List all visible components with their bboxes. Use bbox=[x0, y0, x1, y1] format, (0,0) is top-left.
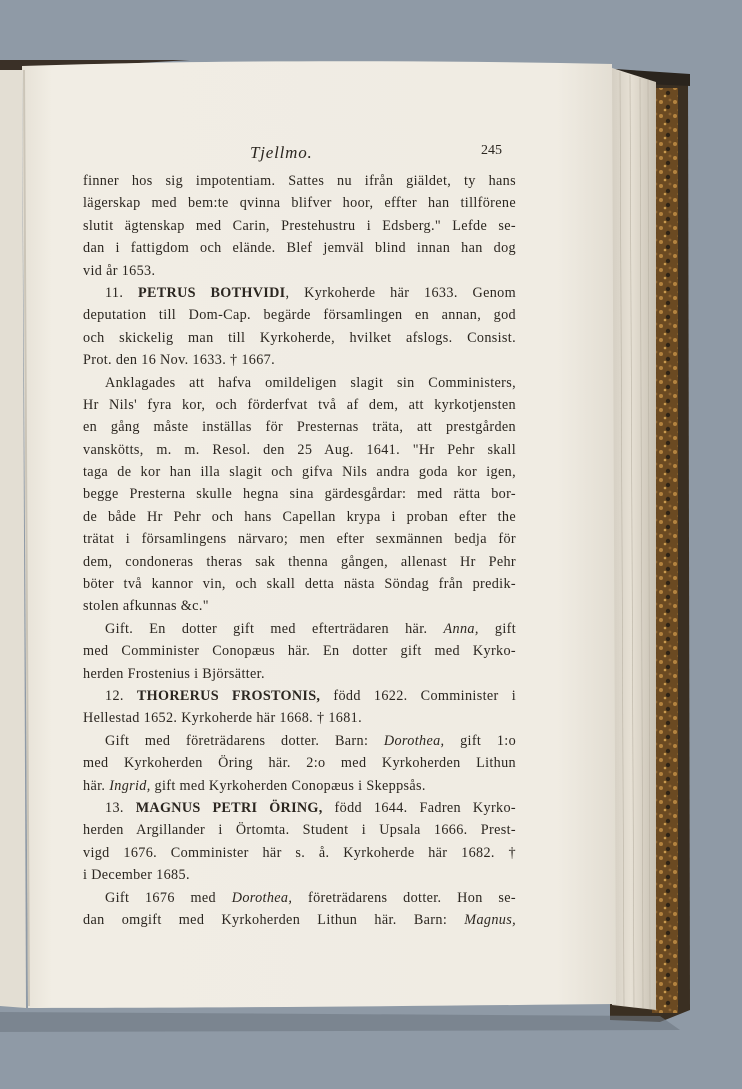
text-line: deputation till Dom-Cap. begärde församlingen en annan, god bbox=[83, 307, 516, 324]
text-line: 13. MAGNUS PETRI ÖRING, född 1644. Fadren Kyrko- bbox=[105, 799, 516, 816]
text-line: trätat i församlingens närvaro; men efter sexmännen bedja för bbox=[83, 531, 516, 548]
text-line: Hr Nils' fyra kor, och förderfvat två af dem, att kyrkotjensten bbox=[83, 396, 516, 413]
text-line: vigd 1676. Comminister här s. å. Kyrkoherde här 1682. † bbox=[83, 844, 516, 861]
emphasized-name: Dorothea, bbox=[231, 889, 293, 906]
text-line: en gång måste inställas för Presternas träta, att prestgården bbox=[83, 419, 516, 436]
text-line: Gift med företrädarens dotter. Barn: Dorothea, gift 1:o bbox=[105, 732, 517, 749]
text-line: dem, condoneras theras sak thenna gången, allenast Hr Pehr bbox=[83, 553, 516, 570]
text-line: dan i fattigdom och elände. Blef jemväl blind innan han dog bbox=[83, 240, 516, 257]
body-text bbox=[83, 170, 516, 931]
text-line: här. Ingrid, gift med Kyrkoherden Conopæus i Skeppsås. bbox=[83, 777, 426, 794]
text-line: herden Frostenius i Björsätter. bbox=[83, 665, 265, 682]
name-heading: THORERUS FROSTONIS, bbox=[136, 687, 321, 704]
text-line: böter två kannor vin, och skall detta nästa Söndag från predik- bbox=[83, 576, 516, 593]
text-line: taga de kor han illa slagit och gifva Nils andra goda kor igen, bbox=[83, 464, 516, 481]
text-line: och skickelig man till Kyrkoherde, hvilket afslogs. Consist. bbox=[83, 329, 516, 346]
text-line: dan omgift med Kyrkoherden Lithun här. Barn: Magnus, bbox=[83, 911, 516, 928]
text-line: begge Presterna skulle hegna sina gärdesgårdar: med rätta bor- bbox=[83, 486, 516, 503]
text-line: Anklagades att hafva omildeligen slagit sin Comministers, bbox=[105, 374, 516, 391]
text-line: 11. PETRUS BOTHVIDI, Kyrkoherde här 1633. Genom bbox=[105, 284, 516, 301]
text-line: 12. THORERUS FROSTONIS, född 1622. Comminister i bbox=[105, 687, 516, 704]
running-title: Tjellmo. bbox=[250, 143, 313, 162]
text-line: med Kyrkoherden Öring här. 2:o med Kyrkoherden Lithun bbox=[83, 755, 516, 772]
emphasized-name: Magnus, bbox=[464, 911, 516, 928]
text-line: Gift 1676 med Dorothea, företrädarens dotter. Hon se- bbox=[105, 889, 516, 906]
left-page-edge bbox=[0, 66, 26, 1008]
emphasized-name: Anna, bbox=[443, 620, 479, 637]
text-line: slutit ägtenskap med Carin, Prestehustru i Edsberg." Lefde se- bbox=[83, 217, 516, 234]
emphasized-name: Ingrid, bbox=[109, 777, 151, 794]
text-line: i December 1685. bbox=[83, 867, 190, 884]
text-line: Prot. den 16 Nov. 1633. † 1667. bbox=[83, 352, 275, 369]
text-line: Gift. En dotter gift med efterträdaren här. Anna, gift bbox=[105, 620, 516, 637]
text-line: de både Hr Pehr och hans Capellan krypa i proban efter the bbox=[83, 508, 516, 525]
text-line: vanskötts, m. m. Resol. den 25 Aug. 1641. "Hr Pehr skall bbox=[83, 441, 516, 458]
text-line: lägerskap med bem:te qvinna blifver hoor, effter han tillförene bbox=[83, 195, 516, 212]
text-line: med Comminister Conopæus här. En dotter gift med Kyrko- bbox=[83, 643, 516, 660]
text-line: Hellestad 1652. Kyrkoherde här 1668. † 1681. bbox=[83, 710, 362, 727]
page-number: 245 bbox=[481, 143, 502, 158]
text-line: vid år 1653. bbox=[83, 262, 156, 279]
name-heading: PETRUS BOTHVIDI bbox=[138, 284, 286, 301]
text-line: finner hos sig impotentiam. Sattes nu ifrån giäldet, ty hans bbox=[83, 173, 516, 189]
text-line: herden Argillander i Örtomta. Student i Upsala 1666. Prest- bbox=[83, 822, 516, 839]
text-line: stolen afkunnas &c." bbox=[83, 598, 209, 615]
name-heading: MAGNUS PETRI ÖRING, bbox=[135, 799, 323, 816]
emphasized-name: Dorothea, bbox=[383, 732, 445, 749]
